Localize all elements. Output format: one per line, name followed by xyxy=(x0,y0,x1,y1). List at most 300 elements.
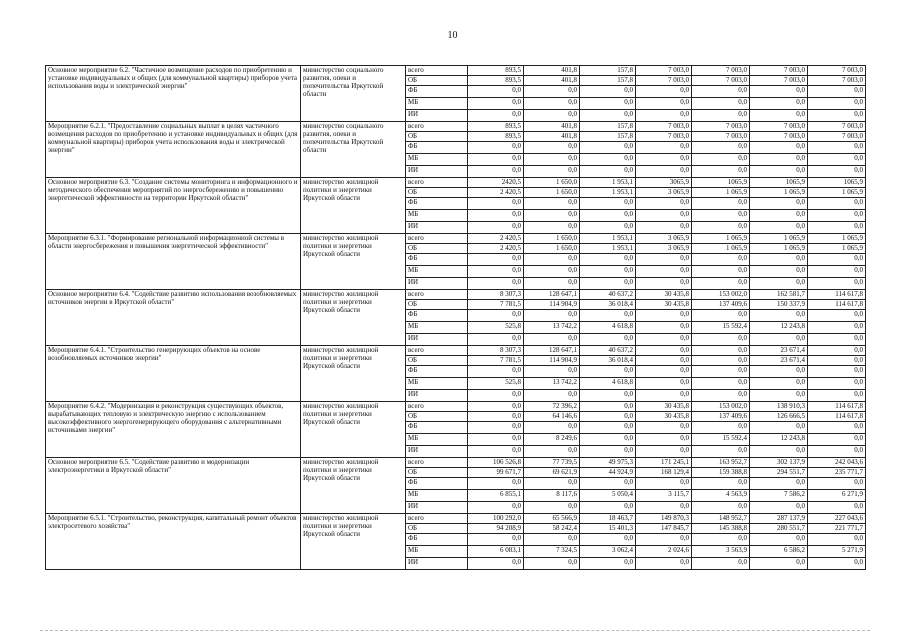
amount-cell: 0,0 xyxy=(468,334,524,346)
amount-cell: 0,0 xyxy=(750,390,808,402)
funding-source: ИИ xyxy=(406,558,468,570)
funding-source: всего xyxy=(406,234,468,244)
amount-cell: 0,0 xyxy=(636,310,692,322)
funding-table xyxy=(45,65,866,570)
table-body xyxy=(46,66,866,570)
amount-cell: 2 420,5 xyxy=(468,188,524,198)
amount-cell: 0,0 xyxy=(636,346,692,356)
funding-source: ИИ xyxy=(406,390,468,402)
amount-cell: 0,0 xyxy=(750,422,808,434)
amount-cell: 3 563,9 xyxy=(692,546,750,558)
amount-cell: 64 146,6 xyxy=(524,412,580,422)
amount-cell: 0,0 xyxy=(808,478,866,490)
amount-cell: 0,0 xyxy=(808,502,866,514)
amount-cell: 893,5 xyxy=(468,132,524,142)
amount-cell: 114 617,8 xyxy=(808,300,866,310)
responsible-executor: министерство жилищной политики и энергетики Иркутской области xyxy=(301,514,406,570)
amount-cell: 1 650,0 xyxy=(524,244,580,254)
page-number: 10 xyxy=(447,30,458,41)
amount-cell: 0,0 xyxy=(580,222,636,234)
amount-cell: 0,0 xyxy=(524,222,580,234)
funding-source: ОБ xyxy=(406,300,468,310)
funding-source: ОБ xyxy=(406,244,468,254)
amount-cell: 0,0 xyxy=(692,254,750,266)
amount-cell: 0,0 xyxy=(468,166,524,178)
amount-cell: 0,0 xyxy=(692,266,750,278)
amount-cell: 0,0 xyxy=(580,142,636,154)
funding-source: всего xyxy=(406,346,468,356)
amount-cell: 5 050,4 xyxy=(580,490,636,502)
amount-cell: 0,0 xyxy=(580,154,636,166)
funding-source: ФБ xyxy=(406,142,468,154)
amount-cell: 0,0 xyxy=(524,366,580,378)
amount-cell: 0,0 xyxy=(580,502,636,514)
amount-cell: 7 586,2 xyxy=(750,490,808,502)
funding-source: ОБ xyxy=(406,524,468,534)
amount-cell: 0,0 xyxy=(750,446,808,458)
amount-cell: 3 065,9 xyxy=(636,244,692,254)
amount-cell: 1 953,1 xyxy=(580,234,636,244)
funding-source: ОБ xyxy=(406,132,468,142)
amount-cell: 3 065,9 xyxy=(636,188,692,198)
amount-cell: 0,0 xyxy=(580,198,636,210)
amount-cell: 401,8 xyxy=(524,66,580,76)
measure-title: Мероприятие 6.5.1. "Строительство, реконструкция, капитальный ремонт объектов электросетевого хозяйства" xyxy=(46,514,301,570)
funding-source: ОБ xyxy=(406,356,468,366)
funding-source: ИИ xyxy=(406,502,468,514)
amount-cell: 0,0 xyxy=(468,422,524,434)
amount-cell: 7 003,0 xyxy=(750,76,808,86)
funding-source: ИИ xyxy=(406,334,468,346)
amount-cell: 287 137,9 xyxy=(750,514,808,524)
amount-cell: 106 526,8 xyxy=(468,458,524,468)
amount-cell: 150 337,9 xyxy=(750,300,808,310)
amount-cell: 0,0 xyxy=(750,278,808,290)
amount-cell: 0,0 xyxy=(808,266,866,278)
amount-cell: 1 065,9 xyxy=(692,234,750,244)
amount-cell: 0,0 xyxy=(468,310,524,322)
amount-cell: 280 551,7 xyxy=(750,524,808,534)
amount-cell: 0,0 xyxy=(580,534,636,546)
amount-cell: 0,0 xyxy=(524,166,580,178)
amount-cell: 0,0 xyxy=(692,534,750,546)
amount-cell: 0,0 xyxy=(692,446,750,458)
amount-cell: 0,0 xyxy=(580,254,636,266)
amount-cell: 0,0 xyxy=(750,198,808,210)
amount-cell: 0,0 xyxy=(636,422,692,434)
amount-cell: 0,0 xyxy=(692,222,750,234)
responsible-executor: министерство жилищной политики и энергетики Иркутской области xyxy=(301,346,406,402)
amount-cell: 1 065,9 xyxy=(750,188,808,198)
amount-cell: 0,0 xyxy=(692,558,750,570)
amount-cell: 58 242,4 xyxy=(524,524,580,534)
amount-cell: 8 307,3 xyxy=(468,346,524,356)
amount-cell: 40 637,2 xyxy=(580,346,636,356)
funding-source: всего xyxy=(406,290,468,300)
amount-cell: 0,0 xyxy=(750,110,808,122)
amount-cell: 0,0 xyxy=(524,446,580,458)
amount-cell: 0,0 xyxy=(692,346,750,356)
amount-cell: 0,0 xyxy=(580,98,636,110)
funding-source: МБ xyxy=(406,378,468,390)
amount-cell: 0,0 xyxy=(636,166,692,178)
amount-cell: 401,8 xyxy=(524,122,580,132)
amount-cell: 159 388,8 xyxy=(692,468,750,478)
amount-cell: 0,0 xyxy=(580,390,636,402)
amount-cell: 0,0 xyxy=(692,86,750,98)
amount-cell: 0,0 xyxy=(636,502,692,514)
amount-cell: 0,0 xyxy=(692,98,750,110)
funding-source: МБ xyxy=(406,322,468,334)
amount-cell: 1 065,9 xyxy=(750,244,808,254)
amount-cell: 0,0 xyxy=(636,366,692,378)
measure-title: Мероприятие 6.4.1. "Строительство генерирующих объектов на основе возобновляемых источников энергии" xyxy=(46,346,301,402)
amount-cell: 6 855,1 xyxy=(468,490,524,502)
amount-cell: 0,0 xyxy=(750,478,808,490)
amount-cell: 0,0 xyxy=(692,422,750,434)
amount-cell: 77 739,5 xyxy=(524,458,580,468)
amount-cell: 2 024,6 xyxy=(636,546,692,558)
amount-cell: 0,0 xyxy=(524,558,580,570)
amount-cell: 114 617,8 xyxy=(808,402,866,412)
amount-cell: 7 003,0 xyxy=(808,132,866,142)
amount-cell: 0,0 xyxy=(524,334,580,346)
amount-cell: 3065,9 xyxy=(636,178,692,188)
amount-cell: 0,0 xyxy=(636,378,692,390)
amount-cell: 0,0 xyxy=(580,478,636,490)
amount-cell: 0,0 xyxy=(468,390,524,402)
amount-cell: 0,0 xyxy=(692,390,750,402)
amount-cell: 0,0 xyxy=(580,434,636,446)
amount-cell: 0,0 xyxy=(468,154,524,166)
amount-cell: 0,0 xyxy=(808,198,866,210)
amount-cell: 0,0 xyxy=(808,166,866,178)
amount-cell: 0,0 xyxy=(580,210,636,222)
amount-cell: 0,0 xyxy=(750,366,808,378)
amount-cell: 168 129,4 xyxy=(636,468,692,478)
table-row xyxy=(46,290,866,300)
amount-cell: 7 003,0 xyxy=(808,122,866,132)
amount-cell: 0,0 xyxy=(808,346,866,356)
amount-cell: 65 566,9 xyxy=(524,514,580,524)
amount-cell: 128 647,1 xyxy=(524,290,580,300)
amount-cell: 227 043,6 xyxy=(808,514,866,524)
amount-cell: 7 003,0 xyxy=(692,122,750,132)
amount-cell: 0,0 xyxy=(808,378,866,390)
amount-cell: 18 463,7 xyxy=(580,514,636,524)
amount-cell: 0,0 xyxy=(750,266,808,278)
funding-source: всего xyxy=(406,66,468,76)
amount-cell: 7 003,0 xyxy=(636,132,692,142)
amount-cell: 0,0 xyxy=(580,334,636,346)
amount-cell: 40 637,2 xyxy=(580,290,636,300)
amount-cell: 5 271,9 xyxy=(808,546,866,558)
amount-cell: 1 065,9 xyxy=(808,188,866,198)
amount-cell: 157,8 xyxy=(580,76,636,86)
amount-cell: 0,0 xyxy=(524,98,580,110)
amount-cell: 147 845,7 xyxy=(636,524,692,534)
funding-source: ОБ xyxy=(406,76,468,86)
amount-cell: 15 592,4 xyxy=(692,434,750,446)
amount-cell: 1 953,1 xyxy=(580,244,636,254)
amount-cell: 0,0 xyxy=(808,310,866,322)
amount-cell: 1065,9 xyxy=(808,178,866,188)
amount-cell: 0,0 xyxy=(468,558,524,570)
amount-cell: 0,0 xyxy=(808,142,866,154)
amount-cell: 0,0 xyxy=(524,478,580,490)
amount-cell: 0,0 xyxy=(808,110,866,122)
amount-cell: 0,0 xyxy=(636,254,692,266)
amount-cell: 163 952,7 xyxy=(692,458,750,468)
responsible-executor: министерство социального развития, опеки и попечительства Иркутской области xyxy=(301,66,406,122)
amount-cell: 13 742,2 xyxy=(524,322,580,334)
amount-cell: 0,0 xyxy=(750,378,808,390)
funding-source: ФБ xyxy=(406,534,468,546)
amount-cell: 23 671,4 xyxy=(750,346,808,356)
amount-cell: 36 018,4 xyxy=(580,300,636,310)
amount-cell: 893,5 xyxy=(468,122,524,132)
amount-cell: 0,0 xyxy=(750,222,808,234)
amount-cell: 0,0 xyxy=(468,266,524,278)
measure-title: Мероприятие 6.2.1. "Предоставление социальных выплат в целях частичного возмещения расходов по приобретению и установке индивидуальных и общих (для коммунальной квартиры) приборов учета использования воды и электрической энергии" xyxy=(46,122,301,178)
funding-source: ОБ xyxy=(406,468,468,478)
amount-cell: 0,0 xyxy=(524,198,580,210)
amount-cell: 15 592,4 xyxy=(692,322,750,334)
amount-cell: 157,8 xyxy=(580,66,636,76)
amount-cell: 0,0 xyxy=(580,166,636,178)
funding-source: ИИ xyxy=(406,222,468,234)
amount-cell: 0,0 xyxy=(636,110,692,122)
amount-cell: 0,0 xyxy=(580,422,636,434)
responsible-executor: министерство жилищной политики и энергетики Иркутской области xyxy=(301,178,406,234)
amount-cell: 0,0 xyxy=(692,378,750,390)
responsible-executor: министерство жилищной политики и энергетики Иркутской области xyxy=(301,458,406,514)
amount-cell: 0,0 xyxy=(524,390,580,402)
amount-cell: 0,0 xyxy=(636,222,692,234)
amount-cell: 0,0 xyxy=(636,390,692,402)
funding-source: ФБ xyxy=(406,310,468,322)
amount-cell: 0,0 xyxy=(636,98,692,110)
amount-cell: 0,0 xyxy=(636,558,692,570)
amount-cell: 0,0 xyxy=(692,154,750,166)
amount-cell: 7 003,0 xyxy=(636,76,692,86)
amount-cell: 7 003,0 xyxy=(750,122,808,132)
amount-cell: 0,0 xyxy=(468,198,524,210)
funding-source: всего xyxy=(406,458,468,468)
amount-cell: 7 003,0 xyxy=(692,132,750,142)
amount-cell: 0,0 xyxy=(808,334,866,346)
amount-cell: 100 292,0 xyxy=(468,514,524,524)
amount-cell: 0,0 xyxy=(808,422,866,434)
amount-cell: 3 065,9 xyxy=(636,234,692,244)
funding-source: ФБ xyxy=(406,478,468,490)
amount-cell: 0,0 xyxy=(524,266,580,278)
amount-cell: 0,0 xyxy=(636,86,692,98)
amount-cell: 0,0 xyxy=(808,222,866,234)
amount-cell: 0,0 xyxy=(468,86,524,98)
amount-cell: 7 003,0 xyxy=(636,66,692,76)
amount-cell: 0,0 xyxy=(524,142,580,154)
table-row xyxy=(46,122,866,132)
amount-cell: 0,0 xyxy=(692,334,750,346)
funding-source: ФБ xyxy=(406,86,468,98)
amount-cell: 525,8 xyxy=(468,322,524,334)
funding-source: МБ xyxy=(406,434,468,446)
amount-cell: 0,0 xyxy=(808,210,866,222)
amount-cell: 0,0 xyxy=(524,254,580,266)
amount-cell: 0,0 xyxy=(636,322,692,334)
amount-cell: 0,0 xyxy=(468,412,524,422)
responsible-executor: министерство социального развития, опеки и попечительства Иркутской области xyxy=(301,122,406,178)
amount-cell: 0,0 xyxy=(808,558,866,570)
amount-cell: 30 435,8 xyxy=(636,300,692,310)
amount-cell: 0,0 xyxy=(468,366,524,378)
amount-cell: 0,0 xyxy=(580,402,636,412)
amount-cell: 0,0 xyxy=(636,446,692,458)
table-row xyxy=(46,458,866,468)
amount-cell: 0,0 xyxy=(468,254,524,266)
amount-cell: 44 924,9 xyxy=(580,468,636,478)
amount-cell: 0,0 xyxy=(808,86,866,98)
amount-cell: 0,0 xyxy=(750,558,808,570)
amount-cell: 1 953,1 xyxy=(580,178,636,188)
amount-cell: 0,0 xyxy=(808,390,866,402)
amount-cell: 294 551,7 xyxy=(750,468,808,478)
amount-cell: 149 870,3 xyxy=(636,514,692,524)
amount-cell: 0,0 xyxy=(808,98,866,110)
amount-cell: 0,0 xyxy=(468,478,524,490)
amount-cell: 4 618,8 xyxy=(580,378,636,390)
amount-cell: 221 771,7 xyxy=(808,524,866,534)
amount-cell: 0,0 xyxy=(468,446,524,458)
funding-source: ФБ xyxy=(406,422,468,434)
amount-cell: 0,0 xyxy=(524,110,580,122)
amount-cell: 7 324,5 xyxy=(524,546,580,558)
amount-cell: 0,0 xyxy=(750,254,808,266)
amount-cell: 0,0 xyxy=(468,110,524,122)
amount-cell: 7 003,0 xyxy=(692,76,750,86)
amount-cell: 15 401,3 xyxy=(580,524,636,534)
amount-cell: 1 065,9 xyxy=(692,188,750,198)
funding-source: ИИ xyxy=(406,166,468,178)
amount-cell: 0,0 xyxy=(636,278,692,290)
amount-cell: 1 065,9 xyxy=(808,244,866,254)
amount-cell: 0,0 xyxy=(750,210,808,222)
amount-cell: 128 647,1 xyxy=(524,346,580,356)
amount-cell: 0,0 xyxy=(692,210,750,222)
amount-cell: 13 742,2 xyxy=(524,378,580,390)
amount-cell: 0,0 xyxy=(636,534,692,546)
amount-cell: 162 581,7 xyxy=(750,290,808,300)
amount-cell: 0,0 xyxy=(468,534,524,546)
amount-cell: 8 307,3 xyxy=(468,290,524,300)
amount-cell: 1065,9 xyxy=(750,178,808,188)
amount-cell: 3 115,7 xyxy=(636,490,692,502)
amount-cell: 7 781,5 xyxy=(468,300,524,310)
amount-cell: 302 137,9 xyxy=(750,458,808,468)
amount-cell: 0,0 xyxy=(524,154,580,166)
amount-cell: 0,0 xyxy=(468,434,524,446)
funding-source: МБ xyxy=(406,546,468,558)
amount-cell: 0,0 xyxy=(750,334,808,346)
amount-cell: 0,0 xyxy=(692,278,750,290)
amount-cell: 2 420,5 xyxy=(468,234,524,244)
amount-cell: 0,0 xyxy=(580,446,636,458)
funding-source: ФБ xyxy=(406,198,468,210)
amount-cell: 1 065,9 xyxy=(808,234,866,244)
amount-cell: 0,0 xyxy=(524,534,580,546)
amount-cell: 114 617,8 xyxy=(808,290,866,300)
funding-source: МБ xyxy=(406,210,468,222)
funding-source: ИИ xyxy=(406,278,468,290)
amount-cell: 235 771,7 xyxy=(808,468,866,478)
funding-source: ОБ xyxy=(406,188,468,198)
amount-cell: 0,0 xyxy=(750,86,808,98)
funding-source: всего xyxy=(406,178,468,188)
amount-cell: 0,0 xyxy=(692,310,750,322)
amount-cell: 0,0 xyxy=(808,446,866,458)
measure-title: Мероприятие 6.3.1. "Формирование региональной информационной системы в области энергосбережения и повышения энергетической эффективности" xyxy=(46,234,301,290)
amount-cell: 0,0 xyxy=(808,434,866,446)
amount-cell: 99 671,7 xyxy=(468,468,524,478)
amount-cell: 0,0 xyxy=(692,166,750,178)
amount-cell: 1 650,0 xyxy=(524,178,580,188)
amount-cell: 0,0 xyxy=(692,478,750,490)
amount-cell: 0,0 xyxy=(524,278,580,290)
amount-cell: 12 243,8 xyxy=(750,434,808,446)
amount-cell: 401,8 xyxy=(524,76,580,86)
amount-cell: 6 586,2 xyxy=(750,546,808,558)
amount-cell: 1065,9 xyxy=(692,178,750,188)
amount-cell: 12 243,8 xyxy=(750,322,808,334)
amount-cell: 0,0 xyxy=(468,142,524,154)
amount-cell: 6 271,9 xyxy=(808,490,866,502)
amount-cell: 0,0 xyxy=(750,166,808,178)
amount-cell: 30 435,8 xyxy=(636,412,692,422)
amount-cell: 4 618,8 xyxy=(580,322,636,334)
amount-cell: 4 563,9 xyxy=(692,490,750,502)
amount-cell: 23 671,4 xyxy=(750,356,808,366)
amount-cell: 0,0 xyxy=(808,154,866,166)
amount-cell: 0,0 xyxy=(692,142,750,154)
amount-cell: 0,0 xyxy=(692,198,750,210)
amount-cell: 0,0 xyxy=(580,266,636,278)
amount-cell: 3 062,4 xyxy=(580,546,636,558)
amount-cell: 0,0 xyxy=(636,334,692,346)
amount-cell: 1 650,0 xyxy=(524,234,580,244)
amount-cell: 7 003,0 xyxy=(692,66,750,76)
amount-cell: 0,0 xyxy=(750,98,808,110)
amount-cell: 7 003,0 xyxy=(750,132,808,142)
amount-cell: 0,0 xyxy=(468,222,524,234)
funding-source: МБ xyxy=(406,98,468,110)
amount-cell: 0,0 xyxy=(636,434,692,446)
amount-cell: 0,0 xyxy=(524,210,580,222)
responsible-executor: министерство жилищной политики и энергетики Иркутской области xyxy=(301,402,406,458)
measure-title: Основное мероприятие 6.2. "Частичное возмещение расходов по приобретению и установке индивидуальных и общих (для коммунальной квартиры) приборов учета использования воды и электрической энергии" xyxy=(46,66,301,122)
amount-cell: 0,0 xyxy=(750,154,808,166)
amount-cell: 114 904,9 xyxy=(524,300,580,310)
table-row xyxy=(46,514,866,524)
funding-source: ИИ xyxy=(406,110,468,122)
amount-cell: 7 003,0 xyxy=(808,76,866,86)
amount-cell: 893,5 xyxy=(468,76,524,86)
responsible-executor: министерство жилищной политики и энергетики Иркутской области xyxy=(301,234,406,290)
amount-cell: 49 975,3 xyxy=(580,458,636,468)
amount-cell: 153 002,0 xyxy=(692,290,750,300)
amount-cell: 0,0 xyxy=(808,356,866,366)
table-row xyxy=(46,346,866,356)
